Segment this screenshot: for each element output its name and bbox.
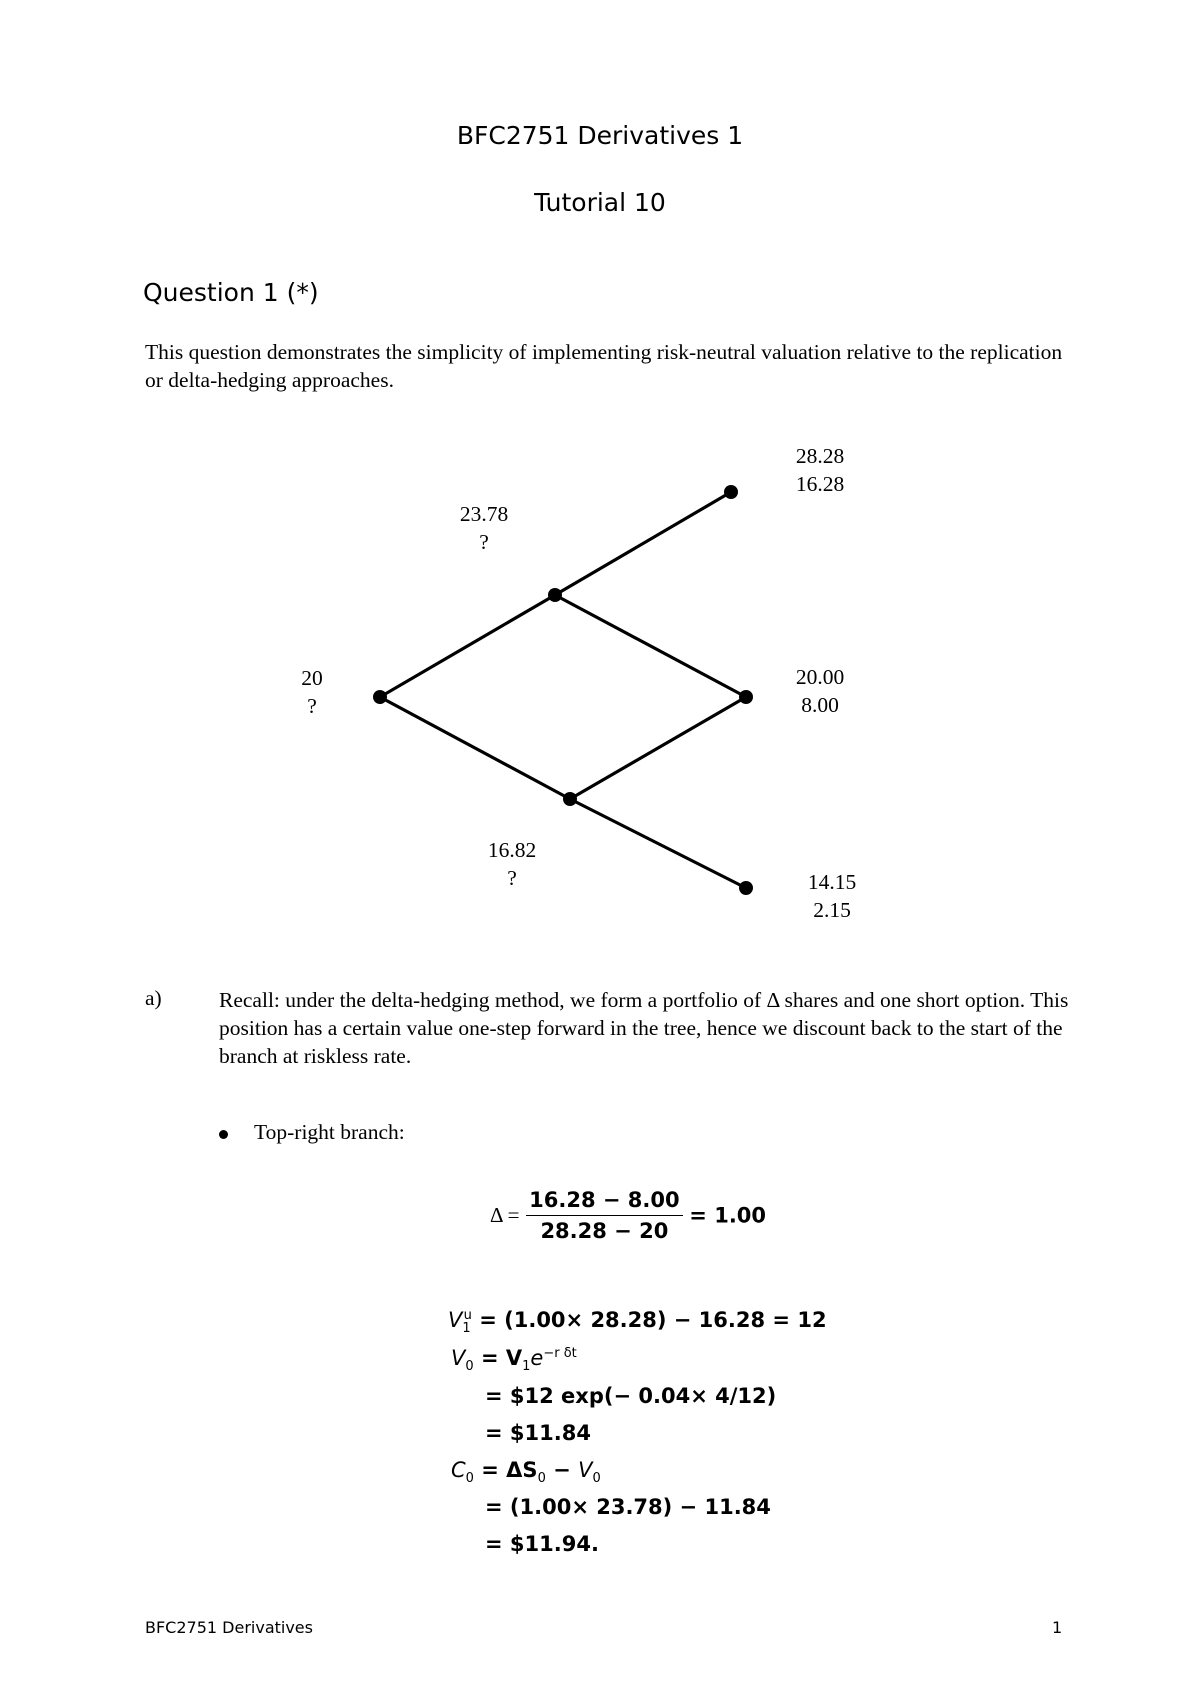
delta-equation [490, 1188, 766, 1243]
up-value: ? [479, 530, 489, 554]
edge-root-up [380, 595, 555, 697]
eq-line6: = (1.00× 23.78) − 11.84 [485, 1495, 771, 1519]
eq-v0-exponent: −r δt [543, 1346, 577, 1361]
node-down [563, 792, 577, 806]
eq-c0: $C_0 = \Delta S_0 - V_0$ [451, 1458, 601, 1487]
label-uu [760, 442, 880, 498]
bullet-icon [219, 1130, 228, 1139]
document-subtitle: Tutorial 10 [534, 188, 666, 217]
up-price: 23.78 [459, 502, 509, 526]
label-dd [772, 868, 892, 924]
edge-up-ud [555, 595, 746, 697]
root-value: ? [307, 694, 317, 718]
down-price: 16.82 [487, 838, 537, 862]
eq-v0: $V_0 = V_1e^{-r \delta t}$ [451, 1346, 577, 1375]
eq-v1u-rhs: = (1.00× 28.28) − 16.28 = 12 [479, 1308, 827, 1332]
edge-down-ud [570, 697, 746, 799]
footer-course: BFC2751 Derivatives [145, 1618, 313, 1637]
node-up [548, 588, 562, 602]
part-a-label: a) [145, 986, 162, 1010]
eq-line3: = $12 exp(− 0.04× 4/12) [485, 1384, 777, 1408]
label-ud [760, 663, 880, 719]
node-uu [724, 485, 738, 499]
eq-line7: = $11.94. [485, 1532, 599, 1556]
label-down [452, 836, 572, 892]
node-ud [739, 690, 753, 704]
bullet-text: Top-right branch: [254, 1120, 405, 1144]
page-number: 1 [1052, 1618, 1063, 1637]
edge-up-uu [555, 492, 731, 595]
edge-root-down [380, 697, 570, 799]
delta-denominator: 28.28 − 20 [540, 1219, 669, 1243]
label-up [424, 500, 544, 556]
eq-c0-rhs: = ΔS [481, 1458, 538, 1482]
uu-price: 28.28 [795, 444, 845, 468]
uu-value: 16.28 [795, 472, 845, 496]
ud-price: 20.00 [795, 665, 845, 689]
root-price: 20 [301, 666, 323, 690]
question-heading: Question 1 (*) [143, 278, 319, 307]
part-a-text: Recall: under the delta-hedging method, we form a portfolio of Δ shares and one short option. This position has a certain value one-step forward in the tree, hence we discount back to the start of the branch at riskless rate. [219, 988, 1069, 1068]
question-intro: This question demonstrates the simplicity of implementing risk-neutral valuation relative to the replication or delta-hedging approaches. [145, 340, 1063, 392]
eq-line4: = $11.84 [485, 1421, 591, 1445]
delta-numerator: 16.28 − 8.00 [526, 1188, 682, 1216]
delta-rhs: = 1.00 [689, 1203, 767, 1228]
delta-fraction [526, 1188, 682, 1243]
label-root [252, 664, 372, 720]
eq-v1u: $V_1^u = (1.00\times 28.28) - 16.28 = 12$ [448, 1308, 827, 1337]
ud-value: 8.00 [801, 693, 839, 717]
down-value: ? [507, 866, 517, 890]
dd-price: 14.15 [807, 870, 857, 894]
edge-down-dd [570, 799, 746, 888]
document-title: BFC2751 Derivatives 1 [456, 121, 744, 150]
dd-value: 2.15 [813, 898, 851, 922]
node-dd [739, 881, 753, 895]
eq-v0-rhs: = V [480, 1346, 523, 1370]
node-root [373, 690, 387, 704]
delta-lhs: Δ = [490, 1203, 520, 1227]
